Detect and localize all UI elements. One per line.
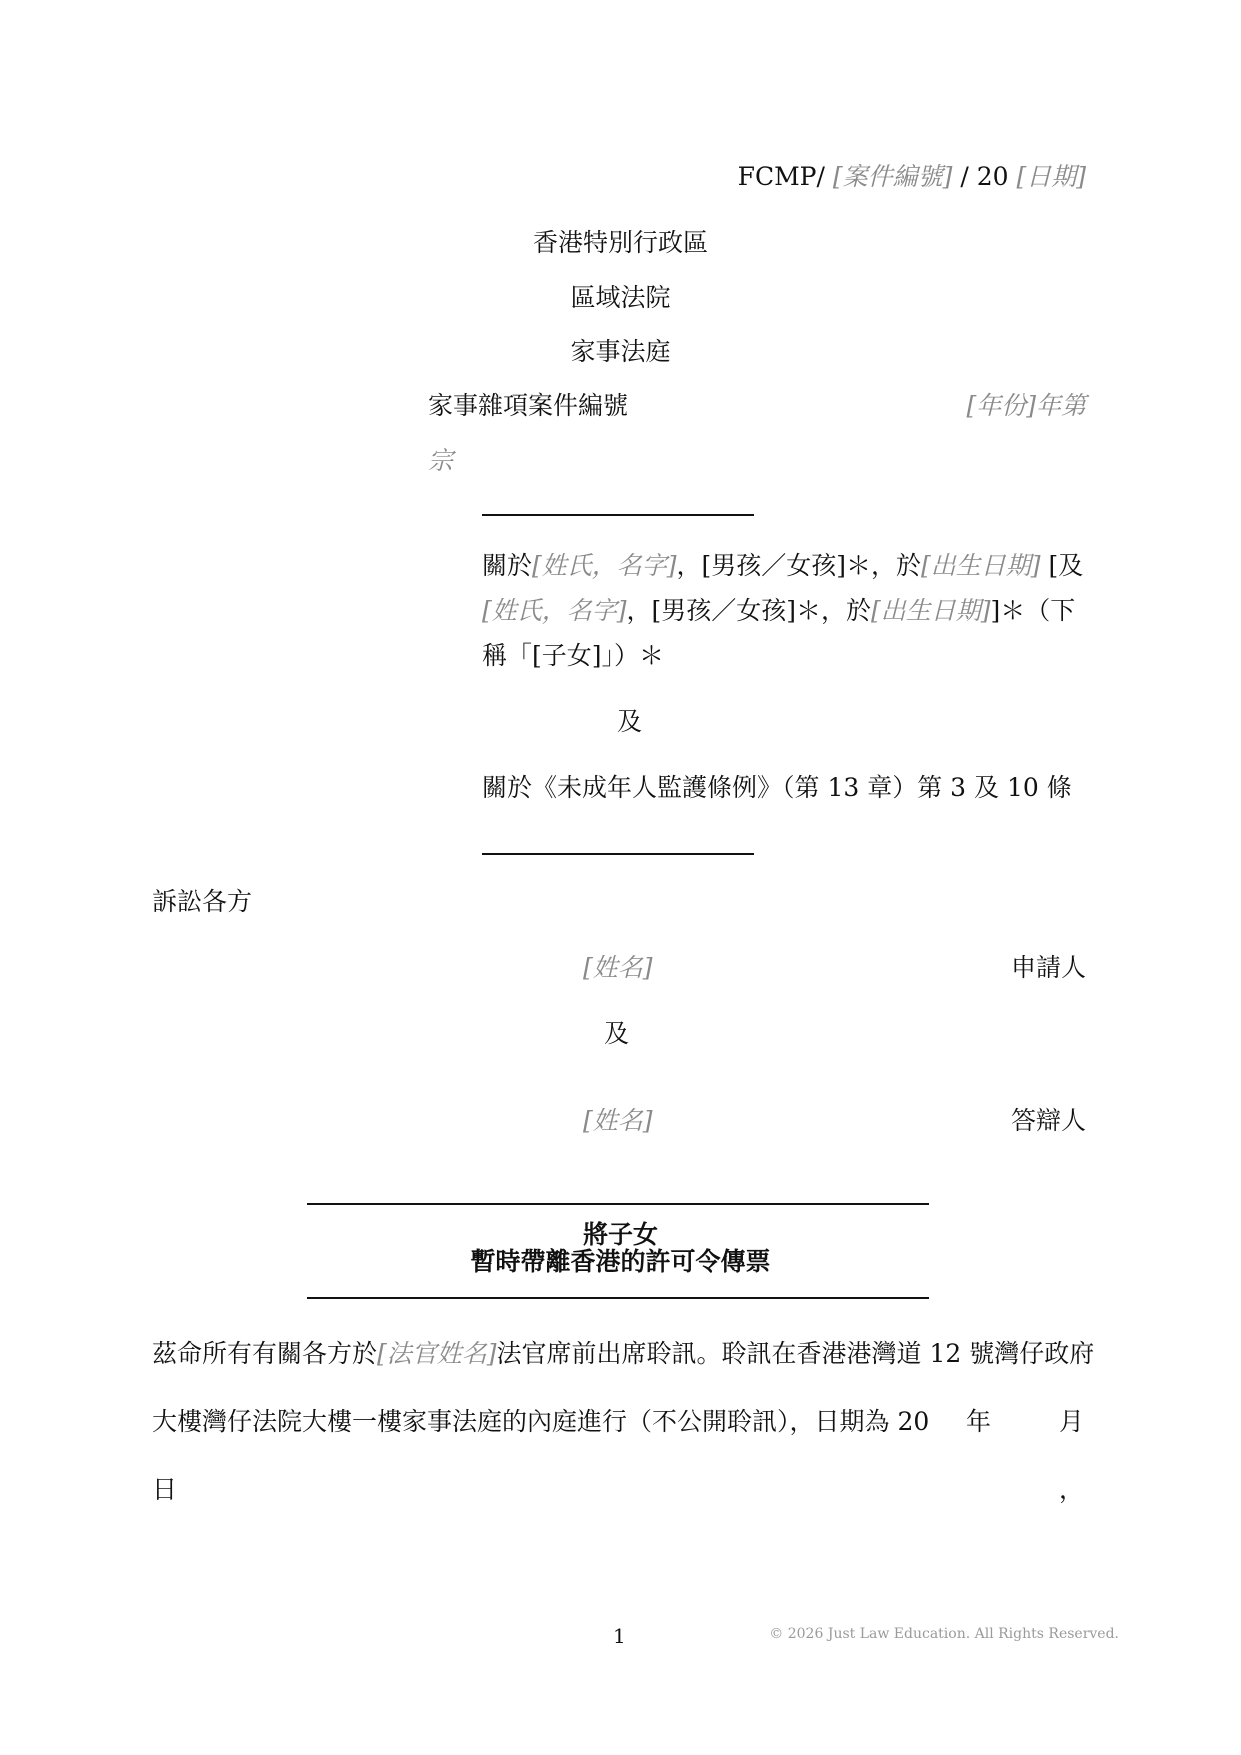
child-name-placeholder-1: [姓氏，名字]	[532, 551, 677, 580]
ordinance-line: 關於《未成年人監護條例》（第 13 章）第 3 及 10 條	[482, 773, 1072, 802]
body-l1-a: 茲命所有有關各方於	[152, 1339, 378, 1368]
matter-l1-c: [及	[1040, 551, 1084, 580]
parties-heading: 訴訟各方	[152, 887, 253, 916]
title-rule-top	[307, 1203, 929, 1205]
body-line-3	[152, 1475, 1084, 1505]
matter-line-3: 稱「[子女]」）＊	[482, 641, 665, 670]
body-l2-a: 大樓灣仔法院大樓一樓家事法庭的內庭進行（不公開聆訊），日期為 20	[152, 1407, 930, 1436]
case-number-wrap-placeholder: 宗	[428, 446, 454, 475]
birth-date-placeholder-2: [出生日期]	[871, 596, 991, 625]
case-number-label: 家事雜項案件編號	[428, 391, 629, 420]
body-l1-b: 法官席前出席聆訊。聆訊在香港港灣道 12 號灣仔政府	[496, 1339, 1095, 1368]
child-name-placeholder-2: [姓氏，名字]	[482, 596, 627, 625]
respondent-role: 答辯人	[1010, 1106, 1086, 1135]
body-l3-comma: ，	[1058, 1475, 1084, 1504]
case-no-placeholder: [案件編號]	[832, 162, 953, 191]
matter-l1-a: 關於	[482, 551, 533, 580]
copyright-notice: © 2026 Just Law Education. All Rights Reserved.	[769, 1626, 1119, 1642]
body-line-2	[152, 1407, 1084, 1437]
court-line-1: 香港特別行政區	[532, 228, 708, 257]
parties-and: 及	[604, 1019, 630, 1048]
matter-and: 及	[617, 707, 643, 736]
applicant-name-placeholder: [姓名]	[583, 953, 653, 982]
applicant-role: 申請人	[1010, 953, 1086, 982]
document-title-line-1: 將子女	[582, 1220, 658, 1249]
matter-l1-b: ，[男孩／女孩]＊，於	[676, 551, 922, 580]
matter-line-1	[482, 551, 1083, 581]
body-l2-year: 年	[965, 1407, 991, 1436]
matter-l2-c: ]＊（下	[990, 596, 1076, 625]
case-reference	[738, 162, 1086, 192]
body-l2-month: 月	[1058, 1407, 1084, 1436]
divider-bottom	[482, 853, 754, 855]
judge-name-placeholder: [法官姓名]	[377, 1339, 497, 1368]
body-l3-day: 日	[152, 1475, 178, 1504]
birth-date-placeholder-1: [出生日期]	[921, 551, 1041, 580]
respondent-name-placeholder: [姓名]	[583, 1106, 653, 1135]
court-line-3: 家事法庭	[570, 337, 671, 366]
court-line-2: 區域法院	[570, 283, 671, 312]
title-rule-bottom	[307, 1297, 929, 1299]
document-title-line-2: 暫時帶離香港的許可令傳票	[470, 1247, 771, 1276]
divider-top	[482, 514, 754, 516]
case-ref-prefix: FCMP/	[737, 162, 825, 191]
page-number: 1	[613, 1624, 626, 1648]
case-ref-separator: / 20	[960, 162, 1009, 191]
matter-line-2	[482, 596, 1075, 626]
case-date-placeholder: [日期]	[1016, 162, 1086, 191]
case-year-placeholder: [年份]年第	[966, 391, 1086, 420]
matter-l2-b: ，[男孩／女孩]＊，於	[626, 596, 872, 625]
body-line-1	[152, 1339, 1095, 1369]
